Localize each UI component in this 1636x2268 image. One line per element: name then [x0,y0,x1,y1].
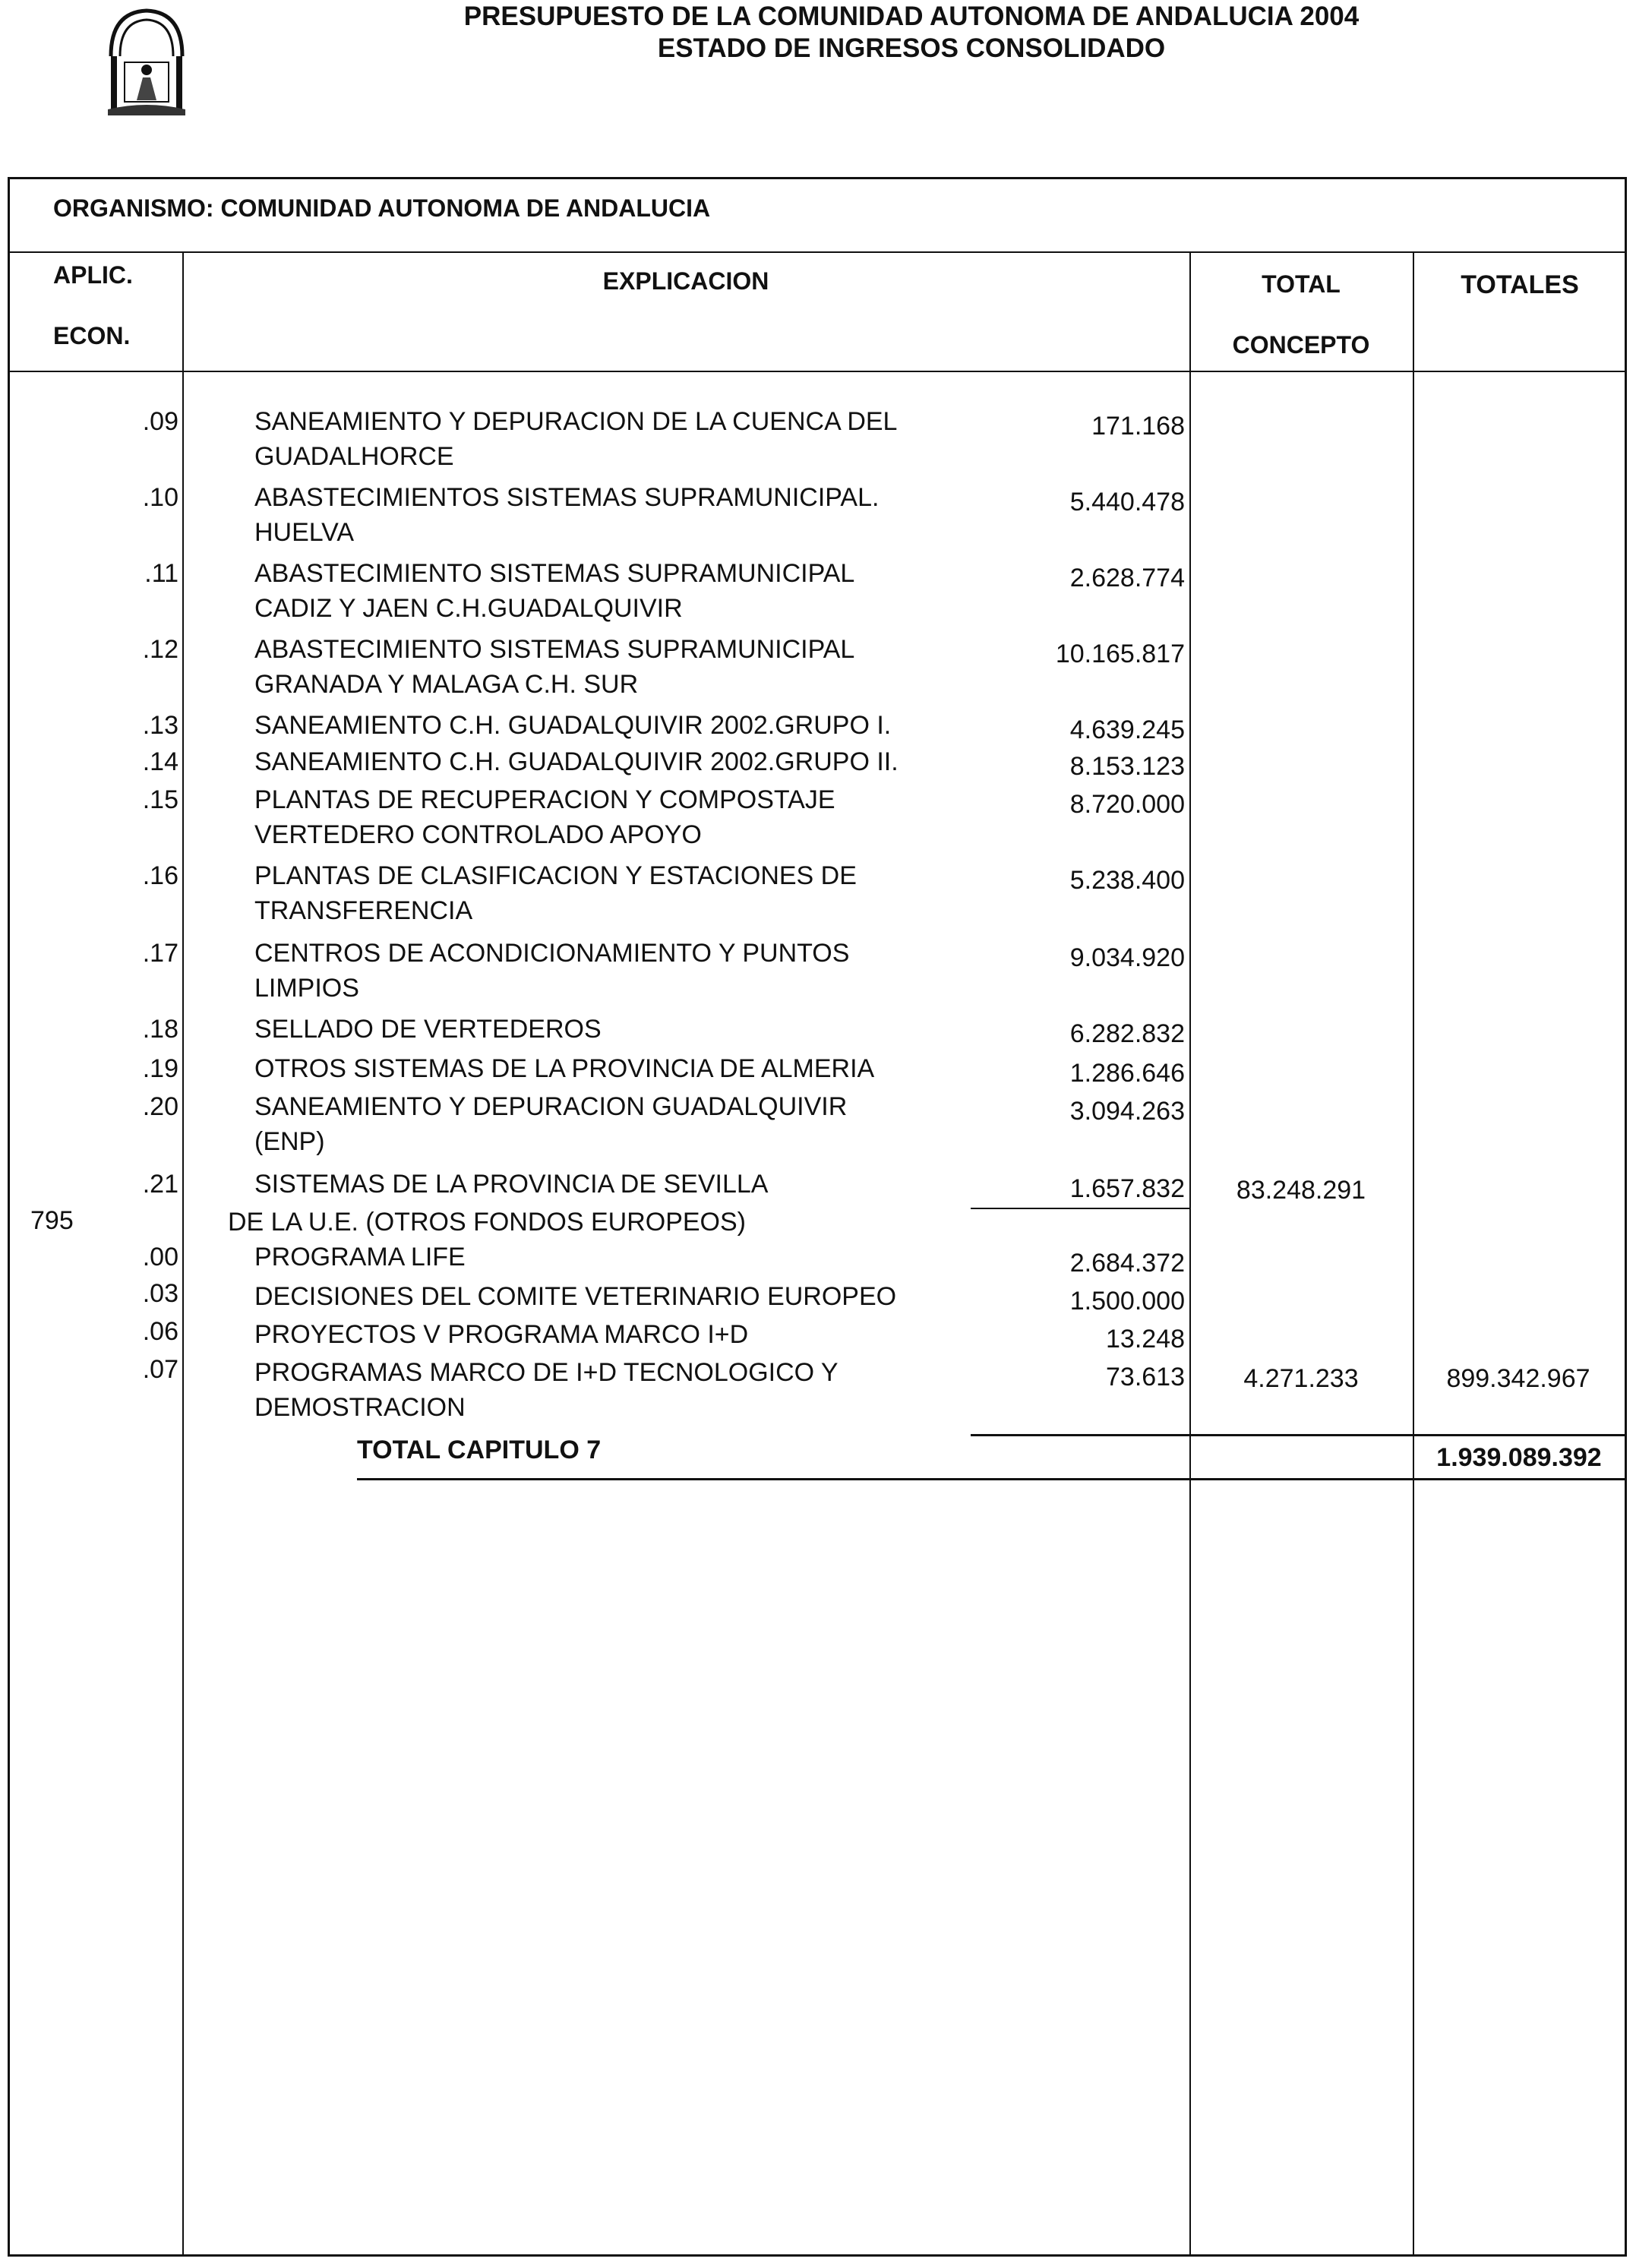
row-description: ABASTECIMIENTOS SISTEMAS SUPRAMUNICIPAL. [254,483,880,512]
andalucia-emblem [97,3,196,117]
row-description: PLANTAS DE RECUPERACION Y COMPOSTAJE [254,785,835,814]
row-description: SANEAMIENTO C.H. GUADALQUIVIR 2002.GRUPO II. [254,747,899,776]
report-subtitle: ESTADO DE INGRESOS CONSOLIDADO [657,33,1166,63]
row-description-cont: LIMPIOS [254,974,359,1003]
header-divider [8,371,1627,372]
row-description-cont: HUELVA [254,518,355,547]
row-description: PROYECTOS V PROGRAMA MARCO I+D [254,1320,749,1349]
row-amount: 10.165.817 [1055,640,1185,668]
row-amount: 2.684.372 [1069,1249,1185,1278]
row-description: PROGRAMA LIFE [254,1243,466,1271]
row-code: .19 [142,1054,178,1083]
row-code: .09 [142,407,178,436]
row-amount: 171.168 [1091,412,1185,441]
row-amount: 8.153.123 [1069,752,1185,781]
row-amount: 9.034.920 [1069,943,1185,972]
row-description: DECISIONES DEL COMITE VETERINARIO EUROPEO [254,1282,897,1311]
row-amount: 4.639.245 [1069,715,1185,744]
report-title: PRESUPUESTO DE LA COMUNIDAD AUTONOMA DE ANDALUCIA 2004 [463,2,1360,31]
row-code: .10 [142,483,178,512]
row-code: .00 [142,1243,178,1271]
row-description: SELLADO DE VERTEDEROS [254,1015,602,1044]
row-description-cont: DEMOSTRACION [254,1393,466,1422]
row-code: .14 [142,747,178,776]
row-amount: 8.720.000 [1069,790,1185,819]
total-rule-bottom [357,1478,1627,1480]
total-capitulo-value: 1.939.089.392 [1436,1443,1602,1472]
row-description-cont: GUADALHORCE [254,442,454,471]
column-line-aplic [182,251,184,2257]
row-amount: 5.238.400 [1069,866,1185,895]
total-concepto-value: 83.248.291 [1236,1176,1366,1205]
row-description: ABASTECIMIENTO SISTEMAS SUPRAMUNICIPAL [254,635,855,664]
column-header-totales: TOTALES [1461,270,1579,299]
column-header-aplic: APLIC. [53,261,133,289]
total-rule-top [971,1434,1627,1436]
row-amount: 13.248 [1106,1325,1185,1354]
total-capitulo-label: TOTAL CAPITULO 7 [357,1436,602,1464]
totales-value: 899.342.967 [1446,1364,1590,1393]
row-code: .17 [142,939,178,968]
concept-code: 795 [30,1206,74,1235]
row-code: .03 [142,1279,178,1308]
row-code: .13 [142,711,178,740]
column-header-explicacion: EXPLICACION [602,267,769,295]
row-description-cont: (ENP) [254,1127,325,1156]
row-description: CENTROS DE ACONDICIONAMIENTO Y PUNTOS [254,939,850,968]
column-line-total [1413,251,1414,2257]
column-header-total: TOTAL [1262,270,1341,298]
row-amount: 5.440.478 [1069,488,1185,516]
row-amount: 1.500.000 [1069,1287,1185,1316]
row-code: .21 [142,1170,178,1199]
column-header-concepto: CONCEPTO [1232,331,1370,359]
row-amount: 73.613 [1106,1363,1185,1391]
row-code: .11 [144,559,178,588]
subtotal-rule [971,1208,1189,1209]
row-code: .15 [142,785,178,814]
total-concepto-value: 4.271.233 [1243,1364,1359,1393]
row-description-cont: VERTEDERO CONTROLADO APOYO [254,820,702,849]
row-description: SANEAMIENTO C.H. GUADALQUIVIR 2002.GRUPO I. [254,711,892,740]
row-description: PROGRAMAS MARCO DE I+D TECNOLOGICO Y [254,1358,839,1387]
row-description: SANEAMIENTO Y DEPURACION DE LA CUENCA DEL [254,407,898,436]
row-description: PLANTAS DE CLASIFICACION Y ESTACIONES DE [254,861,857,890]
row-code: .16 [142,861,178,890]
row-description-cont: TRANSFERENCIA [254,896,473,925]
row-amount: 1.657.832 [1069,1174,1185,1203]
row-code: .18 [142,1015,178,1044]
row-code: .07 [142,1355,178,1384]
row-description-cont: CADIZ Y JAEN C.H.GUADALQUIVIR [254,594,683,623]
row-description-cont: GRANADA Y MALAGA C.H. SUR [254,670,639,699]
row-description: SISTEMAS DE LA PROVINCIA DE SEVILLA [254,1170,769,1199]
concept-label: DE LA U.E. (OTROS FONDOS EUROPEOS) [228,1208,746,1237]
row-code: .06 [142,1317,178,1346]
row-amount: 6.282.832 [1069,1019,1185,1048]
row-description: SANEAMIENTO Y DEPURACION GUADALQUIVIR [254,1092,848,1121]
organismo-divider [8,251,1627,253]
row-amount: 2.628.774 [1069,564,1185,592]
row-amount: 3.094.263 [1069,1097,1185,1126]
organismo-label: ORGANISMO: COMUNIDAD AUTONOMA DE ANDALUCIA [53,194,711,222]
column-header-econ: ECON. [53,322,131,349]
row-description: ABASTECIMIENTO SISTEMAS SUPRAMUNICIPAL [254,559,855,588]
column-line-explicacion [1189,251,1191,2257]
row-amount: 1.286.646 [1069,1059,1185,1088]
row-description: OTROS SISTEMAS DE LA PROVINCIA DE ALMERIA [254,1054,875,1083]
row-code: .20 [142,1092,178,1121]
row-code: .12 [142,635,178,664]
